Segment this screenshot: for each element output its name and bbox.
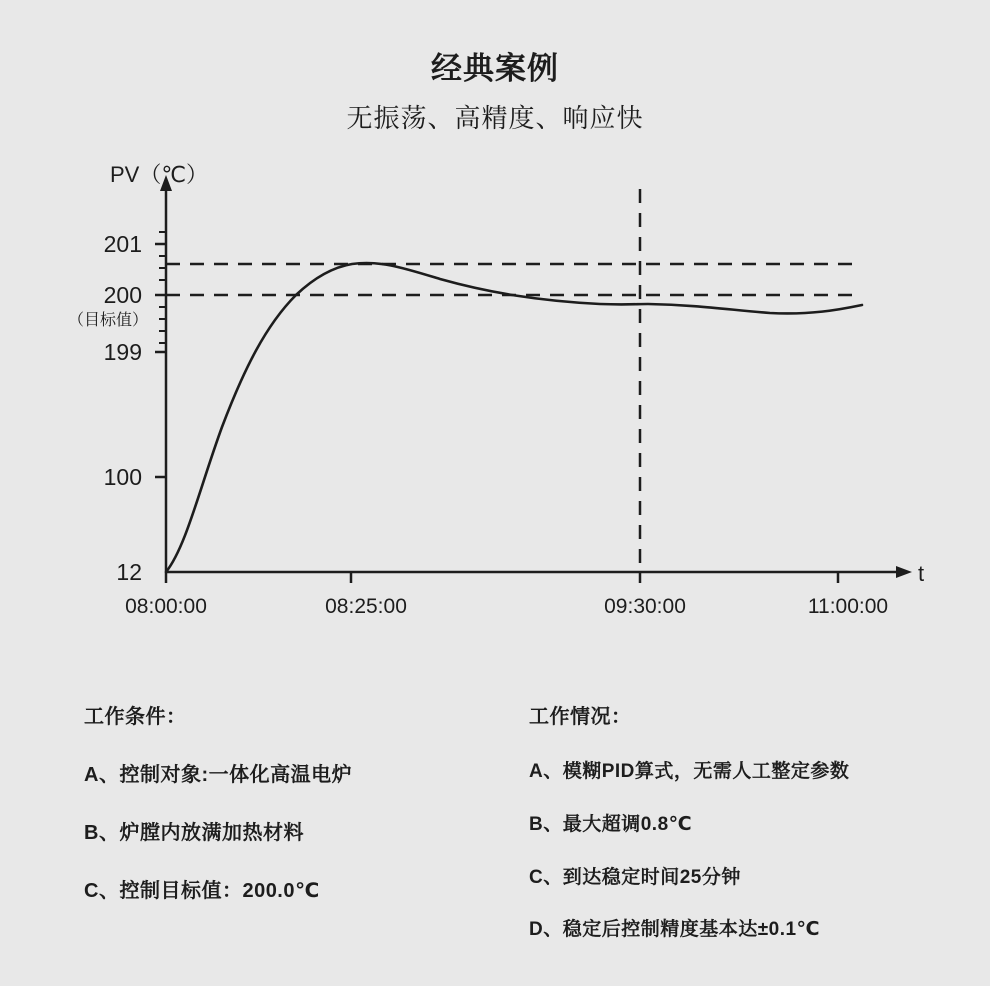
work-results-column — [529, 700, 969, 972]
y-tick-label-201: 201 — [103, 230, 142, 257]
work-conditions-item-c: C、控制目标值：200.0℃ — [84, 880, 320, 902]
x-tick-label-0800: 08:00:00 — [125, 594, 207, 618]
work-conditions-item-b: B、炉膛内放满加热材料 — [84, 822, 304, 844]
chart-container — [0, 147, 990, 627]
y-tick-label-12: 12 — [116, 558, 142, 585]
y-tick-label-100: 100 — [103, 463, 142, 490]
notes-section — [0, 700, 990, 980]
x-axis-label: t — [918, 560, 925, 586]
y-tick-label-target: （目标值） — [67, 311, 148, 329]
work-results-item-b: B、最大超调0.8℃ — [529, 813, 693, 835]
pv-curve-chart — [0, 147, 990, 627]
work-conditions-heading: 工作条件： — [84, 706, 187, 728]
work-conditions-item-a: A、控制对象:一体化高温电炉 — [84, 764, 353, 786]
y-tick-label-200: 200 — [103, 281, 142, 308]
pv-curve-line — [166, 263, 862, 572]
work-results-item-a: A、模糊PID算式，无需人工整定参数 — [529, 761, 850, 782]
work-results-heading: 工作情况： — [529, 706, 632, 728]
page-title: 经典案例 — [431, 51, 559, 86]
y-axis-label: PV（℃） — [110, 161, 209, 187]
x-tick-label-0930: 09:30:00 — [604, 594, 686, 618]
work-conditions-column — [84, 700, 504, 937]
work-results-item-d: D、稳定后控制精度基本达±0.1℃ — [529, 919, 821, 941]
work-results-item-c: C、到达稳定时间25分钟 — [529, 866, 741, 888]
y-tick-label-199: 199 — [103, 338, 142, 365]
x-tick-label-0825: 08:25:00 — [325, 594, 407, 618]
x-axis-arrow — [896, 566, 912, 578]
x-tick-label-1100: 11:00:00 — [807, 594, 889, 618]
page-subtitle: 无振荡、高精度、响应快 — [346, 103, 644, 134]
